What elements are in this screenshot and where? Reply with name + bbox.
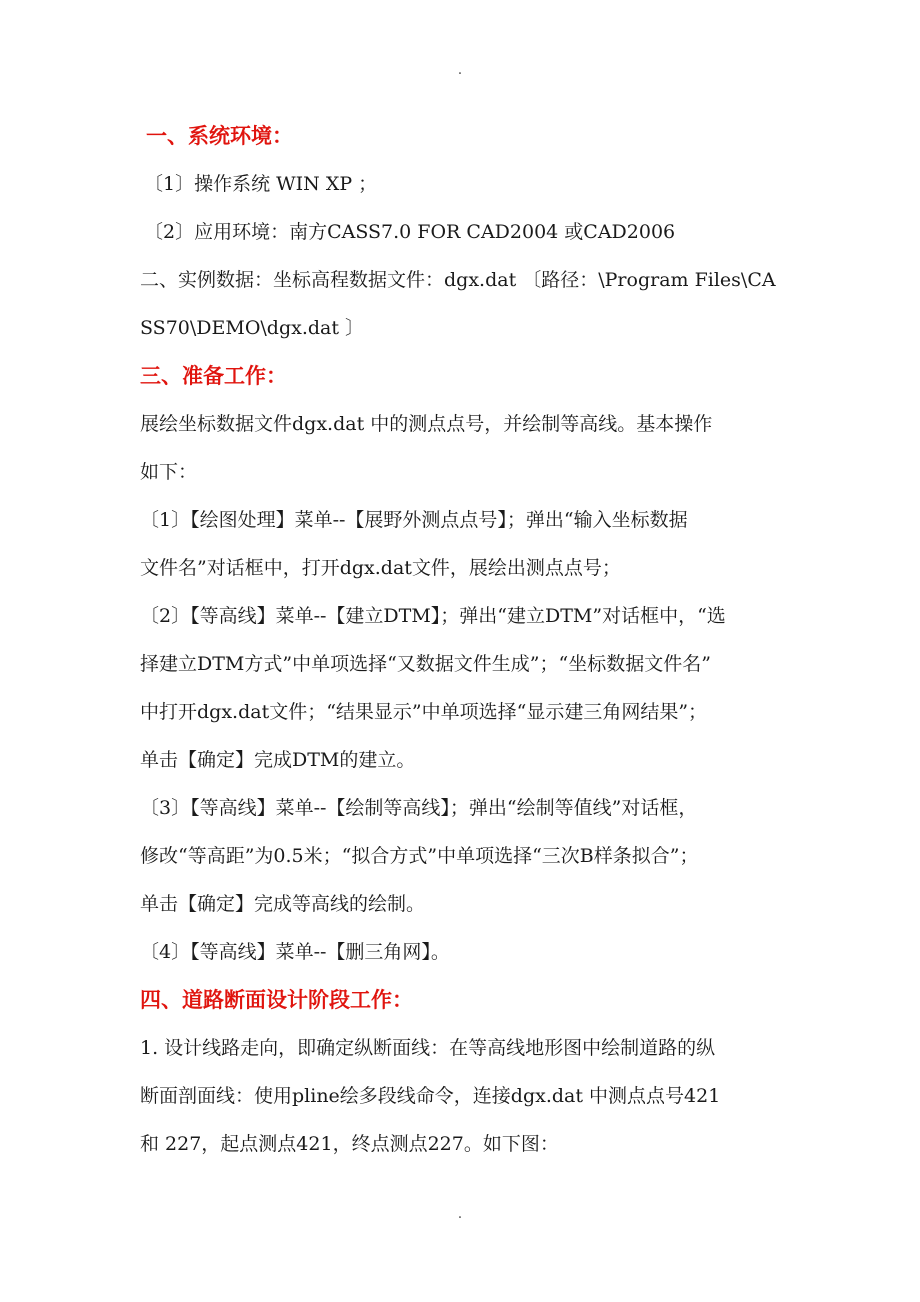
heading-preparation: 三、准备工作： <box>140 364 287 388</box>
paragraph-line: 修改“等高距”为0.5米；“拟合方式”中单项选择“三次B样条拟合”； <box>140 845 699 867</box>
paragraph-line: 〔2〕应用环境：南方CASS7.0 FOR CAD2004 或CAD2006 <box>144 221 676 243</box>
paragraph-line: 和 227，起点测点421，终点测点227。如下图： <box>140 1133 559 1155</box>
document-body <box>140 112 790 1168</box>
paragraph-line: 断面剖面线：使用pline绘多段线命令，连接dgx.dat 中测点点号421 <box>140 1085 721 1107</box>
heading-system-environment: 一、系统环境： <box>146 124 293 148</box>
paragraph-line: 展绘坐标数据文件dgx.dat 中的测点点号，并绘制等高线。基本操作 <box>140 413 713 435</box>
paragraph-line: 〔1〕【绘图处理】菜单--【展野外测点点号】；弹出“输入坐标数据 <box>140 509 688 531</box>
paragraph-line: 1. 设计线路走向，即确定纵断面线：在等高线地形图中绘制道路的纵 <box>140 1037 716 1059</box>
paragraph-line: 〔2〕【等高线】菜单--【建立DTM】；弹出“建立DTM”对话框中，“选 <box>140 605 726 627</box>
paragraph-line: 〔1〕操作系统 WIN XP ； <box>144 173 378 195</box>
heading-road-design: 四、道路断面设计阶段工作： <box>140 988 413 1012</box>
paragraph-line: 文件名”对话框中，打开dgx.dat文件，展绘出测点点号； <box>140 557 621 579</box>
paragraph-line: 中打开dgx.dat文件；“结果显示”中单项选择“显示建三角网结果”； <box>140 701 708 723</box>
paragraph-line: 择建立DTM方式”中单项选择“又数据文件生成”；“坐标数据文件名” <box>140 653 711 675</box>
paragraph-line: 〔4〕【等高线】菜单--【删三角网】。 <box>140 941 450 963</box>
paragraph-line: SS70\DEMO\dgx.dat 〕 <box>140 317 365 339</box>
paragraph-line: 单击【确定】完成DTM的建立。 <box>140 749 416 771</box>
paragraph-line: 单击【确定】完成等高线的绘制。 <box>140 893 426 915</box>
paragraph-line: 〔3〕【等高线】菜单--【绘制等高线】；弹出“绘制等值线”对话框， <box>140 797 698 819</box>
page-top-mark: . <box>457 62 463 78</box>
paragraph-line: 二、实例数据：坐标高程数据文件：dgx.dat 〔路径：\Program Files\CA <box>140 269 776 291</box>
paragraph-line: 如下： <box>140 461 198 483</box>
page-bottom-mark: . <box>457 1206 463 1222</box>
